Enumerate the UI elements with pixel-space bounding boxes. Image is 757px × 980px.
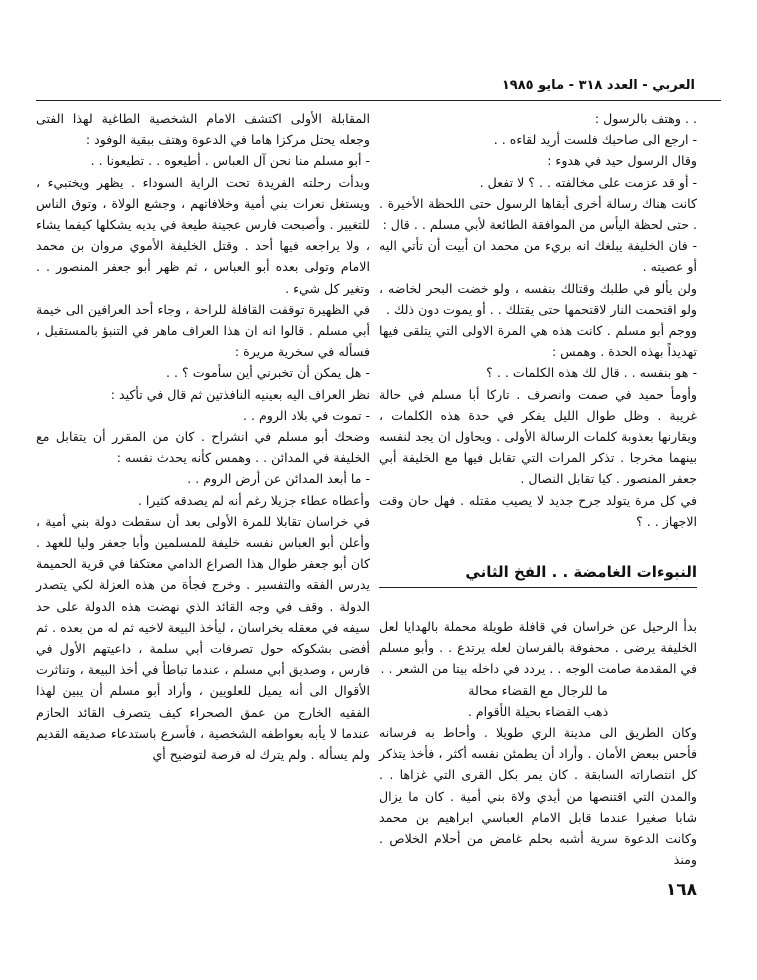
left-column — [36, 108, 370, 765]
paragraph: - هو بنفسه . . قال لك هذه الكلمات . . ؟ — [486, 365, 697, 381]
paragraph: - ما أبعد المدائن عن أرض الروم . . — [187, 471, 370, 487]
right-column-top — [379, 108, 697, 532]
paragraph: - فان الخليفة يبلغك انه بريء من محمد ان أبيت أن تأتي اليه أو عصيته . — [379, 238, 697, 275]
paragraph: بدأ الرحيل عن خراسان في قافلة طويلة محملة بالهدايا لعل الخليفة يرضى . محفوفة بالفرسان لعله يرتدع . . وأبو مسلم في المقدمة صامت الوجه . . يردد في داخله بيتا من الشعر . . — [379, 619, 697, 677]
header-rule — [36, 100, 721, 101]
running-header: العربي - العدد ٣١٨ - مايو ١٩٨٥ — [501, 78, 695, 93]
paragraph: - هل يمكن أن تخبرني أين سأموت ؟ . . — [166, 365, 370, 381]
paragraph: نظر العراف اليه بعينيه النافذتين ثم قال في تأكيد : — [110, 386, 370, 402]
right-column-bottom — [379, 616, 697, 870]
paragraph: في الظهيرة توقفت القافلة للراحة ، وجاء أحد العرافين الى خيمة أبي مسلم . قالوا انه ان هذا العراف ماهر في التنبؤ بالمستقبل ، فسأله في سخرية مريرة : — [36, 301, 370, 360]
paragraph: المقابلة الأولى اكتشف الامام الشخصية الطاغية لهذا الفتى وجعله يحتل مركزا هاما في الدعوة وهتف ببقية الوفود : — [36, 111, 370, 148]
paragraph: وبدأت رحلته الفريدة تحت الراية السوداء . يظهر ويختبيء ، ويستغل نعرات بني أمية وخلافاتهم ، وجشع الولاة ، وتوق الناس للتغيير . وأصبحت فارس عجينة طيعة في يديه يشكلها كيفما يشاء ، ولا يراجعه فيها أحد . وقتل الخليفة الأموي مروان بن محمد الامام وتولى بعده أبو العباس ، ثم ظهر أبو جعفر المنصور . . وتغير كل شيء . — [36, 174, 370, 296]
page-number: ١٦٨ — [665, 880, 697, 900]
paragraph: . . وهتف بالرسول : — [594, 111, 697, 126]
paragraph: وضحك أبو مسلم في انشراح . كان من المقرر أن يتقابل مع الخليفة في المدائن . . وهمس كأنه يحدث نفسه : — [36, 429, 370, 466]
verse-line: ما للرجال مع القضاء محالة — [468, 682, 608, 698]
section-title: النبوءات الغامضة . . الفخ الثاني — [379, 563, 697, 588]
paragraph: ووجم أبو مسلم . كانت هذه هي المرة الاولى التي يتلقى فيها تهديداً بهذه الحدة . وهمس : — [379, 323, 697, 360]
paragraph: في كل مرة يتولد جرح جديد لا يصيب مقتله . فهل حان وقت الاجهاز . . ؟ — [379, 492, 697, 529]
paragraph: كانت هناك رسالة أخرى أبقاها الرسول حتى اللحظة الأخيرة . . حتى لحظة اليأس من الموافقة الطائعة لأبي مسلم . . قال : — [379, 195, 697, 233]
paragraph: وأعطاه عطاء جزيلا رغم أنه لم يصدقه كثيرا . — [137, 492, 370, 508]
paragraph: - تموت في بلاد الروم . . — [242, 407, 370, 423]
paragraph: - أو قد عزمت على مخالفته . . ؟ لا تفعل . — [479, 174, 697, 190]
paragraph: وكان الطريق الى مدينة الري طويلا . وأحاط به فرسانه فأحس ببعض الأمان . وأراد أن يطمئن نفسه أكثر ، فأخذ يتذكر كل انتصاراته السابقة . كان يمر بكل القرى التي غزاها . . والمدن التي اقتنصها من أيدي ولاة بني أمية . كان ما يزال شابا صغيرا عندما قابل الامام العباسي ابراهيم بن محمد وكانت الدعوة سرية أشبه بحلم غامض من أحلام الخلاص . ومنذ — [379, 725, 697, 868]
paragraph: وأومأ حميد في صمت وانصرف . تاركا أبا مسلم في حالة غريبة . وظل طوال الليل يفكر في حدة هذه الكلمات ، ويقارنها بعذوبة كلمات الرسالة الأولى . ويحاول ان يجد لنفسه بينهما مخرجا . تذكر المرات التي تقابل فيها مع الخليفة أبي جعفر المنصور . كيا تقابل النصال . — [379, 386, 697, 487]
paragraph: ولن يألو في طلبك وقتالك بنفسه ، ولو خضت البحر لخاضه ، ولو اقتحمت النار لاقتحمها حتى يقتلك . . أو يموت دون ذلك . — [379, 280, 697, 317]
paragraph: - أبو مسلم منا نحن آل العباس . أطيعوه . . تطيعونا . . — [90, 153, 370, 169]
paragraph: في خراسان تقابلا للمرة الأولى بعد أن سقطت دولة بني أمية ، وأعلن أبو العباس نفسه خليفة للمسلمين وأبا جعفر وليا للعهد . كان أبو جعفر طوال هذا الصراع الدامي معتكفا في قرية الحميمة يدرس الفقه والتفسير . وخرج فجأة من هذه العزلة لكي يتصدر الدولة . وقف في وجه القائد الذي نهضت هذه الدولة على حد سيفه في معقله بخراسان ، ليأخذ البيعة لاخيه ثم له من بعده . ثم أفضى بشكوكه حول تصرفات أبي سلمة ، داعيتهم الأول في فارس ، وصديق أبي مسلم ، عندما تباطأ في أخذ البيعة ، وتناثرت الأقوال الى أنه يميل للعلويين ، وأراد أبو مسلم أن يبين لهذا الفقيه الخارج من عمق الصحراء كيف يتصرف القائد الحازم عندما لا يأبه بعواطفه الشخصية ، فأسرع باستدعاء صديقه القديم ولم يسأله . ولم يترك له فرصة لتوضيح أي — [36, 513, 370, 763]
paragraph: - ارجع الى صاحبك فلست أريد لقاءه . . — [493, 132, 697, 148]
paragraph: وقال الرسول حيد في هدوء : — [547, 153, 697, 169]
verse-line: ذهب القضاء بحيلة الأقوام . — [467, 703, 609, 719]
